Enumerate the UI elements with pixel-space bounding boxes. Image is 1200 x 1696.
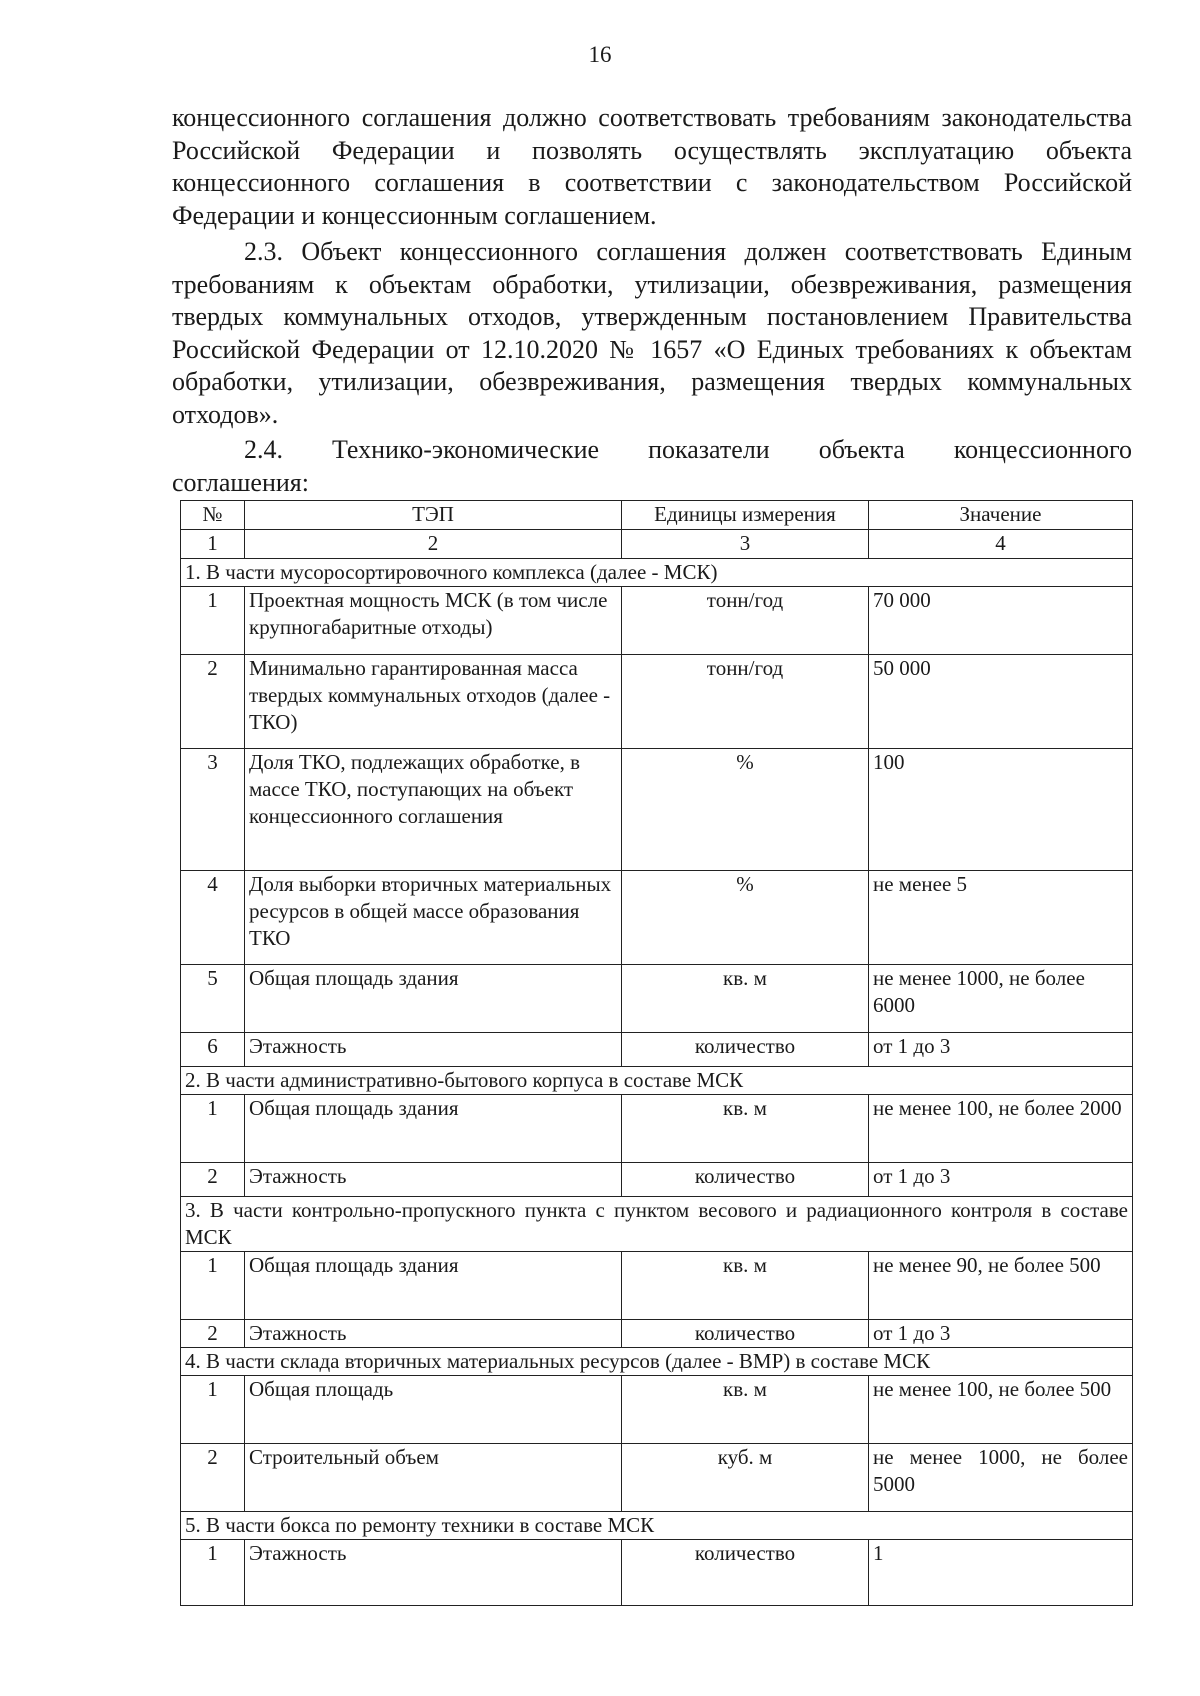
row-unit: количество (622, 1320, 869, 1348)
col-number-2: 2 (245, 530, 622, 559)
row-tep: Общая площадь (245, 1376, 622, 1444)
row-unit: тонн/год (622, 655, 869, 749)
row-unit: количество (622, 1163, 869, 1197)
row-tep: Общая площадь здания (245, 965, 622, 1033)
row-number: 1 (181, 1095, 245, 1163)
row-number: 2 (181, 1320, 245, 1348)
row-unit: количество (622, 1540, 869, 1606)
paragraph-2-4-tail: соглашения: (172, 467, 309, 497)
header-value: Значение (869, 501, 1133, 530)
row-unit: % (622, 871, 869, 965)
row-number: 5 (181, 965, 245, 1033)
row-value: от 1 до 3 (869, 1033, 1133, 1067)
row-number: 1 (181, 587, 245, 655)
section-title-3: 3. В части контрольно-пропускного пункта с пунктом весового и радиационного контроля в составе МСК (181, 1197, 1133, 1252)
table-row (181, 1376, 1133, 1444)
row-number: 4 (181, 871, 245, 965)
row-unit: кв. м (622, 1376, 869, 1444)
row-tep: Этажность (245, 1540, 622, 1606)
table-row (181, 1033, 1133, 1067)
row-tep: Проектная мощность МСК (в том числе крупногабаритные отходы) (245, 587, 622, 655)
row-value: 1 (869, 1540, 1133, 1606)
table-row (181, 1540, 1133, 1606)
paragraph-2-4-head: 2.4. Технико-экономические показатели объекта концессионного (244, 435, 1132, 464)
table-numbering-row (181, 530, 1133, 559)
row-tep: Доля ТКО, подлежащих обработке, в массе ТКО, поступающих на объект концессионного соглашения (245, 749, 622, 871)
row-value: не менее 1000, не более 5000 (869, 1444, 1133, 1512)
row-number: 6 (181, 1033, 245, 1067)
section-title-2: 2. В части административно-бытового корпуса в составе МСК (181, 1067, 1133, 1095)
section-title-4: 4. В части склада вторичных материальных ресурсов (далее - ВМР) в составе МСК (181, 1348, 1133, 1376)
row-value: 50 000 (869, 655, 1133, 749)
section-row (181, 559, 1133, 587)
row-tep: Этажность (245, 1033, 622, 1067)
row-value: не менее 5 (869, 871, 1133, 965)
table-row (181, 1252, 1133, 1320)
row-number: 1 (181, 1376, 245, 1444)
col-number-3: 3 (622, 530, 869, 559)
header-unit: Единицы измерения (622, 501, 869, 530)
page-number: 16 (588, 42, 612, 67)
row-number: 3 (181, 749, 245, 871)
row-unit: количество (622, 1033, 869, 1067)
row-number: 1 (181, 1252, 245, 1320)
row-value: не менее 1000, не более 6000 (869, 965, 1133, 1033)
row-value: от 1 до 3 (869, 1163, 1133, 1197)
table-row (181, 655, 1133, 749)
row-unit: % (622, 749, 869, 871)
table-header-row (181, 501, 1133, 530)
row-value: 70 000 (869, 587, 1133, 655)
table-row (181, 1320, 1133, 1348)
col-number-4: 4 (869, 530, 1133, 559)
paragraph-2-4 (172, 434, 1132, 499)
row-number: 2 (181, 655, 245, 749)
table-row (181, 587, 1133, 655)
row-tep: Минимально гарантированная масса твердых коммунальных отходов (далее - ТКО) (245, 655, 622, 749)
header-number: № (181, 501, 245, 530)
table-row (181, 965, 1133, 1033)
table-row (181, 749, 1133, 871)
row-value: от 1 до 3 (869, 1320, 1133, 1348)
section-title-5: 5. В части бокса по ремонту техники в составе МСК (181, 1512, 1133, 1540)
section-row (181, 1067, 1133, 1095)
table-row (181, 1095, 1133, 1163)
section-title-1: 1. В части мусоросортировочного комплекса (далее - МСК) (181, 559, 1133, 587)
row-tep: Доля выборки вторичных материальных ресурсов в общей массе образования ТКО (245, 871, 622, 965)
section-row (181, 1197, 1133, 1252)
row-value: 100 (869, 749, 1133, 871)
tep-table (180, 500, 1133, 1606)
row-unit: кв. м (622, 1095, 869, 1163)
row-unit: тонн/год (622, 587, 869, 655)
row-tep: Этажность (245, 1163, 622, 1197)
table-row (181, 871, 1133, 965)
table-row (181, 1163, 1133, 1197)
row-tep: Строительный объем (245, 1444, 622, 1512)
row-number: 1 (181, 1540, 245, 1606)
table-row (181, 1444, 1133, 1512)
section-row (181, 1348, 1133, 1376)
row-tep: Общая площадь здания (245, 1252, 622, 1320)
row-number: 2 (181, 1163, 245, 1197)
paragraph-2-3: 2.3. Объект концессионного соглашения должен соответствовать Единым требованиям к объектам обработки, утилизации, обезвреживания, размещения твердых коммунальных отходов, утвержденным постановлением Правительства Российской Федерации от 12.10.2020 № 1657 «О Единых требованиях к объектам обработки, утилизации, обезвреживания, размещения твердых коммунальных отходов». (172, 237, 1132, 429)
row-value: не менее 90, не более 500 (869, 1252, 1133, 1320)
row-value: не менее 100, не более 2000 (869, 1095, 1133, 1163)
row-unit: куб. м (622, 1444, 869, 1512)
section-row (181, 1512, 1133, 1540)
row-value: не менее 100, не более 500 (869, 1376, 1133, 1444)
row-tep: Этажность (245, 1320, 622, 1348)
row-tep: Общая площадь здания (245, 1095, 622, 1163)
col-number-1: 1 (181, 530, 245, 559)
row-number: 2 (181, 1444, 245, 1512)
row-unit: кв. м (622, 1252, 869, 1320)
row-unit: кв. м (622, 965, 869, 1033)
paragraph-continuation: концессионного соглашения должно соответствовать требованиям законодательства Российской Федерации и позволять осуществлять эксплуатацию объекта концессионного соглашения в соответствии с законодательством Российской Федерации и концессионным соглашением. (172, 103, 1132, 230)
header-tep: ТЭП (245, 501, 622, 530)
